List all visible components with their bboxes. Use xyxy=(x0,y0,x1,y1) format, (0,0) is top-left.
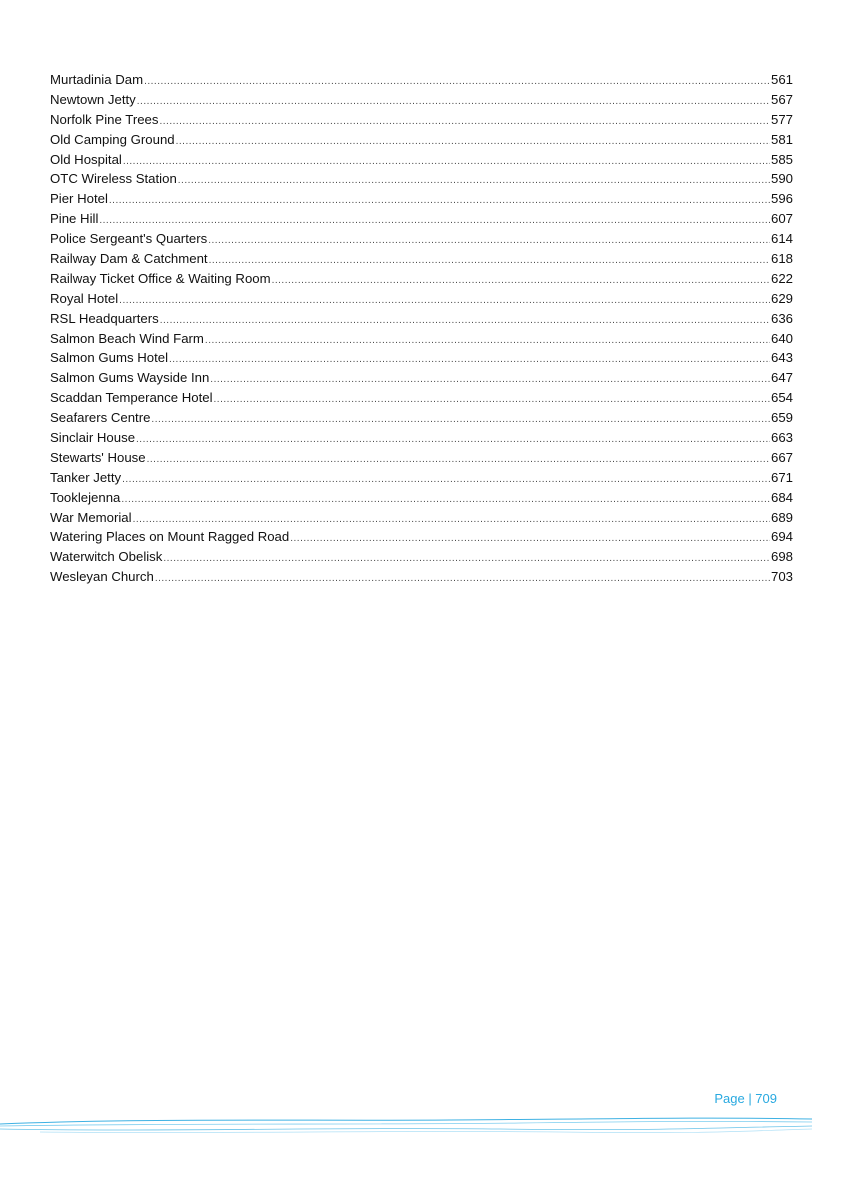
toc-dot-leader xyxy=(209,251,770,271)
toc-entry[interactable] xyxy=(50,547,793,567)
toc-entry-title: Murtadinia Dam xyxy=(50,72,144,87)
toc-entry-title: Royal Hotel xyxy=(50,290,119,306)
toc-entry-page: 614 xyxy=(770,231,793,247)
page-number: Page | 709 xyxy=(714,1091,777,1106)
toc-dot-leader xyxy=(119,291,770,311)
toc-entry-title: Waterwitch Obelisk xyxy=(50,549,163,565)
toc-dot-leader xyxy=(208,231,770,251)
toc-dot-leader xyxy=(159,112,770,132)
toc-entry-page: 596 xyxy=(770,191,793,207)
toc-entry[interactable] xyxy=(50,249,793,269)
toc-entry[interactable] xyxy=(50,130,793,150)
toc-dot-leader xyxy=(205,331,770,351)
toc-entry-title: Salmon Gums Wayside Inn xyxy=(50,370,210,386)
toc-dot-leader xyxy=(176,132,770,152)
toc-entry-page: 577 xyxy=(770,111,793,127)
toc-entry[interactable] xyxy=(50,309,793,329)
toc-entry-title: Wesleyan Church xyxy=(50,569,154,585)
toc-entry[interactable] xyxy=(50,368,793,388)
toc-entry-page: 567 xyxy=(770,91,793,107)
toc-entry-page: 647 xyxy=(770,370,793,386)
toc-entry-title: Old Hospital xyxy=(50,151,122,167)
toc-entry[interactable] xyxy=(50,209,793,229)
toc-entry-title: Seafarers Centre xyxy=(50,410,151,426)
toc-dot-leader xyxy=(210,370,770,390)
toc-entry-page: 667 xyxy=(770,449,793,465)
toc-dot-leader xyxy=(136,430,770,450)
toc-entry-page: 585 xyxy=(770,151,793,167)
toc-entry-page: 581 xyxy=(770,131,793,147)
toc-dot-leader xyxy=(144,72,770,92)
toc-entry-title: RSL Headquarters xyxy=(50,310,159,326)
toc-entry-title: Tanker Jetty xyxy=(50,469,122,485)
toc-entry-page: 671 xyxy=(770,469,793,485)
toc-entry[interactable] xyxy=(50,448,793,468)
toc-entry[interactable] xyxy=(50,388,793,408)
toc-entry[interactable] xyxy=(50,150,793,170)
toc-entry-title: Police Sergeant's Quarters xyxy=(50,231,208,247)
toc-entry-title: Salmon Gums Hotel xyxy=(50,350,168,366)
toc-entry-page: 622 xyxy=(770,270,793,286)
toc-entry-page: 618 xyxy=(770,251,793,267)
toc-entry[interactable] xyxy=(50,428,793,448)
toc-dot-leader xyxy=(178,171,770,191)
toc-entry-title: Newtown Jetty xyxy=(50,91,136,107)
toc-entry[interactable] xyxy=(50,527,793,547)
toc-entry[interactable] xyxy=(50,468,793,488)
toc-entry-page: 689 xyxy=(770,509,793,525)
toc-entry[interactable] xyxy=(50,269,793,289)
toc-entry-title: Pier Hotel xyxy=(50,191,108,207)
toc-entry[interactable] xyxy=(50,169,793,189)
toc-dot-leader xyxy=(160,311,770,331)
toc-dot-leader xyxy=(214,390,770,410)
toc-entry-page: 698 xyxy=(770,549,793,565)
toc-entry-page: 663 xyxy=(770,430,793,446)
toc-entry[interactable] xyxy=(50,229,793,249)
toc-entry-title: Railway Ticket Office & Waiting Room xyxy=(50,270,271,286)
toc-dot-leader xyxy=(147,450,770,470)
toc-entry-title: Sinclair House xyxy=(50,430,136,446)
toc-dot-leader xyxy=(122,470,770,490)
toc-dot-leader xyxy=(169,350,770,370)
toc-entry-title: Salmon Beach Wind Farm xyxy=(50,330,204,346)
toc-entry-page: 643 xyxy=(770,350,793,366)
toc-dot-leader xyxy=(155,569,770,589)
toc-entry-title: War Memorial xyxy=(50,509,132,525)
toc-dot-leader xyxy=(151,410,770,430)
toc-entry-page: 640 xyxy=(770,330,793,346)
toc-entry[interactable] xyxy=(50,567,793,587)
toc-entry[interactable] xyxy=(50,70,793,90)
toc-entry[interactable] xyxy=(50,189,793,209)
toc-entry[interactable] xyxy=(50,488,793,508)
toc-entry[interactable] xyxy=(50,90,793,110)
toc-dot-leader xyxy=(290,529,770,549)
toc-entry-title: Pine Hill xyxy=(50,211,99,227)
toc-entry-page: 636 xyxy=(770,310,793,326)
toc-entry-page: 703 xyxy=(770,569,793,585)
toc-entry-page: 590 xyxy=(770,171,793,187)
toc-entry-page: 659 xyxy=(770,410,793,426)
toc-entry[interactable] xyxy=(50,110,793,130)
table-of-contents xyxy=(50,70,793,587)
toc-entry-title: OTC Wireless Station xyxy=(50,171,177,187)
toc-entry[interactable] xyxy=(50,348,793,368)
toc-entry-title: Scaddan Temperance Hotel xyxy=(50,390,213,406)
toc-entry-title: Old Camping Ground xyxy=(50,131,175,147)
toc-dot-leader xyxy=(109,191,770,211)
toc-entry-page: 684 xyxy=(770,489,793,505)
toc-entry-title: Stewarts' House xyxy=(50,449,146,465)
toc-dot-leader xyxy=(137,92,770,112)
toc-dot-leader xyxy=(121,490,770,510)
footer-wave-decoration xyxy=(0,1112,844,1142)
toc-entry-title: Railway Dam & Catchment xyxy=(50,251,208,267)
toc-entry-title: Watering Places on Mount Ragged Road xyxy=(50,529,290,545)
toc-entry-page: 629 xyxy=(770,290,793,306)
toc-entry-page: 561 xyxy=(770,72,793,87)
toc-dot-leader xyxy=(123,152,770,172)
toc-entry[interactable] xyxy=(50,408,793,428)
toc-entry[interactable] xyxy=(50,508,793,528)
toc-entry-title: Tooklejenna xyxy=(50,489,121,505)
toc-entry-page: 654 xyxy=(770,390,793,406)
toc-entry[interactable] xyxy=(50,329,793,349)
toc-dot-leader xyxy=(163,549,770,569)
toc-entry-page: 607 xyxy=(770,211,793,227)
toc-entry-page: 694 xyxy=(770,529,793,545)
toc-dot-leader xyxy=(272,271,770,291)
toc-entry[interactable] xyxy=(50,289,793,309)
toc-entry-title: Norfolk Pine Trees xyxy=(50,111,159,127)
